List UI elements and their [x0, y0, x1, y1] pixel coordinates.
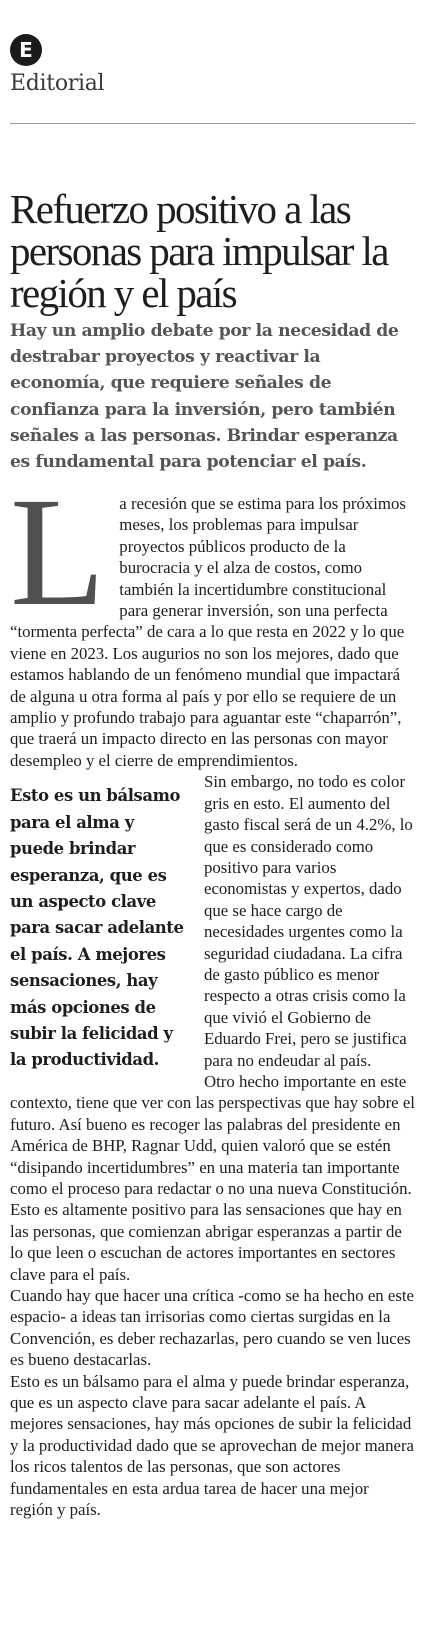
body-paragraph-1: a recesión que se estima para los próximos meses, los problemas para impulsar proyectos públicos producto de la burocracia y el alza de costos, como también la incertidumbre constitucional para generar inversión, son una perfecta “tormenta perfecta” de cara a lo que resta en 2022 y lo que viene en 2023. Los augurios no son los mejores, dado que estamos hablando de un fenómeno mundial que impactará de alguna u otra forma al país y por ello se requiere de un amplio y profundo trabajo para aguantar este “chaparrón”, que traerá un impacto directo en las personas con mayor desempleo y el cierre de emprendimientos. [10, 494, 406, 770]
article-body [10, 465, 415, 1521]
headline: Refuerzo positivo a las personas para impulsar la región y el país [10, 186, 388, 316]
body-paragraph-3: Otro hecho importante en este contexto, tiene que ver con las perspectivas que hay sobre el futuro. Así bueno es recoger las palabras del presidente en América de BHP, Ragnar Udd, quien valoró que se estén “disipando incertidumbres” en una materia tan importante como el proceso para redactar o no una nueva Constitución. [10, 1071, 415, 1198]
lead-paragraph: Hay un amplio debate por la necesidad de destrabar proyectos y reactivar la economía, que requiere señales de confianza para la inversión, pero también señales a las personas. Brindar esperanza es fundamental para potenciar el país. [10, 321, 399, 473]
body-paragraph-6: Esto es un bálsamo para el alma y puede brindar esperanza, que es un aspecto clave para sacar adelante el país. A mejores sensaciones, hay más opciones de subir la felicidad y la productividad dado que se aprovechan de mejor manera los ricos talentos de las personas, que son actores fundamentales en esta ardua tarea de hacer una mejor región y país. [10, 1371, 414, 1520]
section-divider [10, 123, 415, 124]
body-paragraph-4: Esto es altamente positivo para las sensaciones que hay en las personas, que comienzan abrigar esperanzas a partir de lo que leen o escuchan de actores importantes en sectores clave para el país. [10, 1200, 402, 1284]
body-paragraph-5: Cuando hay que hacer una crítica -como se ha hecho en este espacio- a ideas tan irrisorias como ciertas surgidas en la Convención, es deber rechazarlas, pero cuando se ven luces es bueno destacarlas. [10, 1286, 414, 1370]
section-badge-icon: E [10, 34, 42, 66]
body-paragraph-2: Sin embargo, no todo es color gris en esto. El aumento del gasto fiscal será de un 4.2%, lo que es considerado como positivo para varios economistas y expertos, dado que se hace cargo de necesidades urgentes como la seguridad ciudadana. La cifra de gasto público es menor respecto a otras crisis como la que vivió el Gobierno de Eduardo Frei, pero se justifica para no endeudar al país. [204, 772, 413, 1070]
drop-cap: L [10, 465, 106, 638]
pull-quote: Esto es un bálsamo para el alma y puede brindar esperanza, que es un aspecto clave para sacar adelante el país. A mejores sensaciones, hay más opciones de subir la felicidad y la productividad. [10, 786, 184, 1070]
section-label: Editorial [10, 71, 105, 96]
